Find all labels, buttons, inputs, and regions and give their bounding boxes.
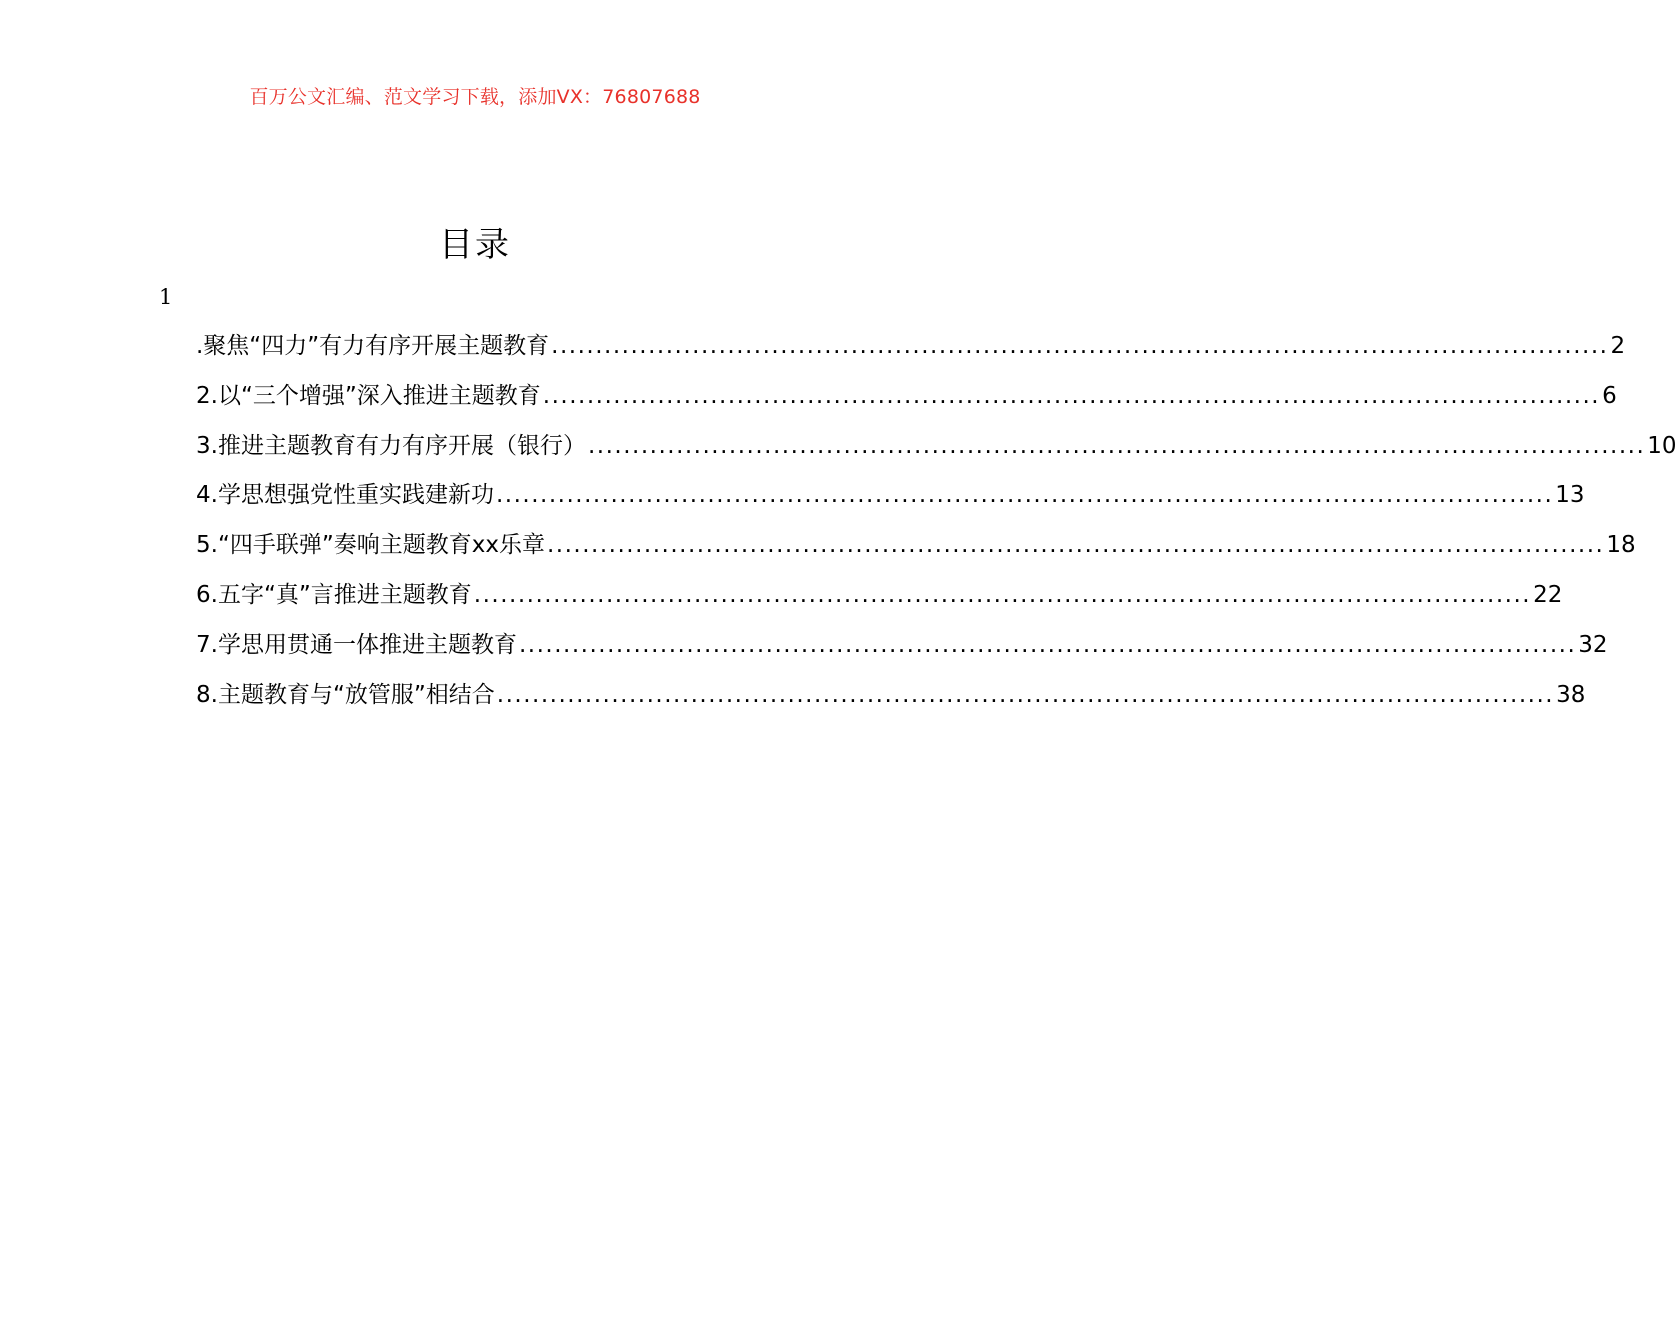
toc-entry-page: 32 bbox=[1578, 631, 1608, 658]
toc-entry[interactable] bbox=[196, 525, 1636, 575]
toc-entry[interactable] bbox=[196, 475, 1585, 525]
toc-dot-leader: ........................................................................................................................ bbox=[496, 681, 1555, 708]
stray-number: 1 bbox=[159, 285, 173, 309]
toc-entry-label: 5.“四手联弹”奏响主题教育xx乐章 bbox=[196, 532, 545, 559]
toc-dot-leader: ........................................................................................................................ bbox=[518, 631, 1577, 658]
toc-entry-label: 7.学思用贯通一体推进主题教育 bbox=[196, 631, 517, 658]
toc-dot-leader: ........................................................................................................................ bbox=[587, 432, 1646, 459]
toc-entry-page: 38 bbox=[1556, 681, 1586, 708]
toc-entry-label: 3.推进主题教育有力有序开展（银行） bbox=[196, 432, 586, 459]
toc-dot-leader: ........................................................................................................................ bbox=[551, 333, 1609, 359]
toc-entry[interactable] bbox=[196, 326, 1626, 376]
table-of-contents bbox=[196, 326, 1677, 724]
toc-dot-leader: ........................................................................................................................ bbox=[547, 532, 1605, 559]
toc-entry-label: 6.五字“真”言推进主题教育 bbox=[196, 581, 472, 608]
toc-entry-page: 18 bbox=[1606, 532, 1636, 559]
toc-entry-page: 10 bbox=[1647, 432, 1677, 459]
toc-dot-leader: ........................................................................................................................ bbox=[473, 581, 1532, 608]
toc-entry-page: 13 bbox=[1555, 482, 1585, 509]
toc-entry-label: 2.以“三个增强”深入推进主题教育 bbox=[196, 382, 541, 409]
toc-entry[interactable] bbox=[196, 575, 1563, 625]
toc-dot-leader: ........................................................................................................................ bbox=[495, 482, 1554, 509]
header-note: 百万公文汇编、范文学习下载，添加VX：76807688 bbox=[249, 86, 701, 108]
toc-dot-leader: ........................................................................................................................ bbox=[542, 382, 1601, 409]
toc-entry-label: 8.主题教育与“放管服”相结合 bbox=[196, 681, 495, 708]
toc-entry-label: 4.学思想强党性重实践建新功 bbox=[196, 482, 494, 509]
toc-entry[interactable] bbox=[196, 426, 1677, 476]
toc-entry-label: .聚焦“四力”有力有序开展主题教育 bbox=[196, 333, 550, 359]
page-title: 目录 bbox=[439, 225, 511, 265]
toc-entry[interactable] bbox=[196, 376, 1617, 426]
toc-entry-page: 22 bbox=[1533, 581, 1563, 608]
toc-entry[interactable] bbox=[196, 675, 1586, 725]
toc-entry-page: 6 bbox=[1602, 382, 1617, 409]
toc-entry[interactable] bbox=[196, 625, 1608, 675]
toc-entry-page: 2 bbox=[1610, 333, 1626, 359]
